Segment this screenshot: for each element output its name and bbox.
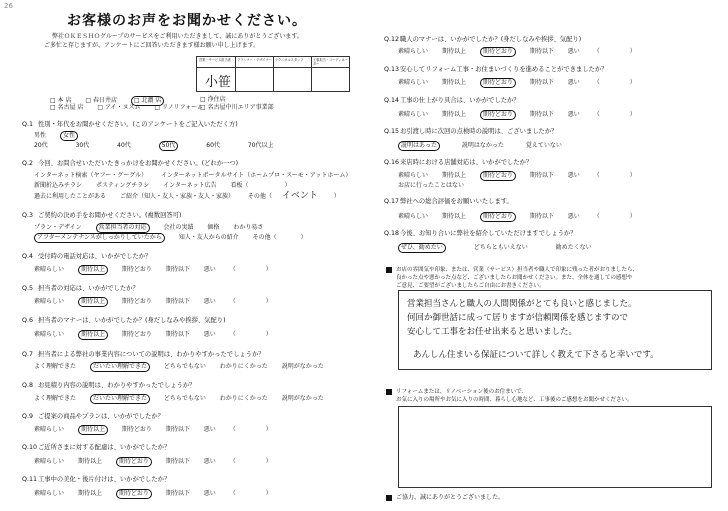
scale-option: 期待以上	[441, 48, 466, 55]
scale-option-selected: ぜひ、勧めたい	[398, 243, 446, 253]
question-q6: Q.6 担当者のマナーは、いかがでしたか？(身だしなみや挨拶、気配り)	[22, 317, 226, 324]
scale-option: 悪い	[203, 298, 216, 305]
scale-option: 期待以上	[77, 458, 102, 465]
store-kasugai: □ 春日井店	[85, 97, 117, 104]
comment1-handwritten-4: あんしん住まいる保証について詳しく教えて下さると幸いです。	[413, 350, 659, 360]
q17-scale	[398, 212, 636, 222]
scale-blank: （ ）	[593, 172, 636, 179]
footer-thanks: ご協力、誠にありがとうございました。	[396, 494, 505, 501]
q3-row-1	[34, 223, 275, 233]
store-hokuno: □ 北濃 店	[131, 96, 164, 106]
intro-line-2: ご多忙と存じますが、アンケートにご回答いただきます様お願い申し上げます。	[44, 42, 260, 49]
q3-friend-referral: 知人・友人からの紹介	[178, 234, 239, 241]
scale-option: よく理解できた	[34, 395, 77, 402]
scale-option: 期待以下	[165, 458, 190, 465]
scale-option: 期待以下	[165, 490, 190, 497]
scale-option: 期待以上	[441, 79, 466, 86]
scale-option: 期待以下	[165, 298, 190, 305]
q10-scale	[34, 457, 272, 467]
q3-clarity: わかり易さ	[233, 224, 264, 231]
q2-newspaper: 新聞折込みチラシ	[34, 182, 83, 189]
q1-age-row	[34, 141, 285, 151]
scale-blank: （ ）	[229, 490, 272, 497]
q13-scale	[398, 78, 636, 88]
scale-option: 期待以下	[529, 213, 554, 220]
question-q11: Q.11工事中の美化・後片付けは、いかがでしたか？	[22, 476, 171, 483]
store-inusumu: □ アイ・ヌスム	[97, 104, 141, 111]
q3-aftercare: アフターメンテナンスがしっかりしていたから	[34, 233, 165, 243]
scale-blank: （ ）	[229, 426, 272, 433]
q9-scale	[34, 425, 272, 435]
comment1-handwritten-3: 安心して工事をお任せ出来ると思いました。	[407, 327, 578, 337]
store-row-2	[50, 104, 215, 112]
scale-option: 期待以下	[529, 79, 554, 86]
scale-option: 期待以下	[529, 172, 554, 179]
q1-age-40: 40代	[117, 142, 131, 149]
q6-scale	[34, 330, 272, 340]
scale-option: わかりにくかった	[219, 395, 268, 402]
scale-option: 期待どおり	[121, 298, 152, 305]
question-q16: Q.16来店時における店舗対応は、いかがでしたか？	[384, 159, 533, 166]
comment1-box	[398, 290, 712, 370]
scale-option: 期待どおり	[121, 331, 152, 338]
q11-scale	[34, 489, 272, 499]
scale-option: どちらでもない	[163, 363, 206, 370]
question-q9: Q.9 ご提案の商品やプランは、いかがでしたか？	[22, 413, 164, 420]
scale-option-selected: 期待以上	[78, 330, 108, 340]
question-q15: Q.15お引渡し時に次回の点検時の説明は、ございましたか？	[384, 128, 558, 135]
q8-scale	[34, 394, 336, 404]
comment1-handwritten-2: 何回か御世話に成って居りますが信頼関係を感じますので	[407, 313, 629, 323]
scale-option: 悪い	[567, 111, 580, 118]
scale-option: 素晴らしい	[398, 172, 429, 179]
scale-option: 期待以下	[165, 266, 190, 273]
staff-header-construction: 工事担当・コーディネーター	[313, 58, 348, 66]
comment2-box	[398, 406, 712, 488]
staff-header-technical: テクニカルスタッフ	[275, 58, 304, 62]
store-honten: □ 本 店	[50, 97, 72, 104]
question-q17: Q.17弊社への総合評価をお願いいたします。	[384, 198, 513, 205]
comment1-prompt-2: 良かった点や悪かった点など、ございましたらお聞かせください。また、全体を通しての感想や	[396, 275, 633, 281]
scale-option: 期待以上	[441, 111, 466, 118]
q3-price: 価格	[207, 224, 220, 231]
scale-option: 説明はなかった	[461, 142, 504, 149]
q12-scale	[398, 47, 636, 57]
q7-scale	[34, 362, 336, 372]
q15-options	[398, 141, 574, 151]
scale-option: 素晴らしい	[34, 426, 65, 433]
question-q5: Q.5 担当者の対応は、いかがでしたか？	[22, 285, 139, 292]
scale-option-selected: だいたい理解できた	[90, 362, 150, 372]
staff-header-planner: プランナー・デザイナー	[237, 58, 272, 62]
q2-posting: ポスティングチラシ	[95, 182, 150, 189]
comment1-handwritten-1: 営業担当さんと職人の人間関係がとても良いと感じました。	[407, 299, 637, 309]
comment2-bullet-icon	[386, 389, 392, 395]
scale-option: 素晴らしい	[398, 111, 429, 118]
scale-option: 期待以下	[529, 111, 554, 118]
q2-other: その他（	[247, 193, 272, 200]
question-q8: Q.8 お見積り内容の説明は、わかりやすかったでしょうか？	[22, 382, 196, 389]
scale-option: 悪い	[203, 266, 216, 273]
scale-option: 期待以下	[165, 426, 190, 433]
scale-option: 悪い	[567, 213, 580, 220]
scale-blank: （ ）	[593, 79, 636, 86]
q1-age-60: 60代	[206, 142, 220, 149]
q2-row-2	[34, 182, 303, 190]
scale-option: 素晴らしい	[34, 490, 65, 497]
q14-scale	[398, 110, 636, 120]
q1-age-20: 20代	[34, 142, 48, 149]
q1-age-50: 50代	[159, 141, 179, 151]
scale-option: 悪い	[567, 172, 580, 179]
q2-other-close: ）	[333, 193, 340, 200]
scale-option: 悪い	[567, 48, 580, 55]
scale-option: よく理解できた	[34, 363, 77, 370]
comment1-prompt-3: ご意見、ご要望がございましたらご自由にお書きください。	[396, 283, 545, 289]
page-number-mark: 26	[4, 2, 13, 10]
q2-referral: ご紹介（知人・友人・家族・友人・家族）	[119, 193, 234, 200]
q1-age-70: 70代以上	[247, 142, 274, 149]
q2-internet-search: インターネット検索（ヤフー・グーグル）	[34, 172, 148, 179]
scale-option: 期待以上	[77, 490, 102, 497]
scale-option: 素晴らしい	[34, 298, 65, 305]
question-q1: Q.1 性別・年代をお聞かせください。(このアンケートをご記入いただく方)	[22, 121, 238, 128]
scale-option-selected: 期待以上	[78, 425, 108, 435]
scale-option: 期待以下	[529, 48, 554, 55]
scale-option: 期待以上	[441, 213, 466, 220]
scale-option-selected: 期待どおり	[116, 457, 152, 467]
q1-gender-row	[34, 131, 90, 141]
scale-blank: （ ）	[593, 213, 636, 220]
scale-option: 素晴らしい	[34, 266, 65, 273]
scale-option: どちらでもない	[163, 395, 206, 402]
scale-option: 悪い	[203, 331, 216, 338]
scale-option: 素晴らしい	[398, 48, 429, 55]
scale-option: 覚えていない	[525, 142, 562, 149]
scale-option: 素晴らしい	[34, 458, 65, 465]
scale-option: 説明がなかった	[281, 363, 324, 370]
q4-scale	[34, 265, 272, 275]
scale-option: 悪い	[203, 458, 216, 465]
comment2-prompt-1: リフォームまたは、リノベーション後のお住まいで、	[396, 389, 527, 395]
scale-option: 素晴らしい	[398, 79, 429, 86]
comment1-bullet-icon	[386, 267, 392, 273]
question-q2: Q.2 今回、お問合せいただいたきっかけをお聞かせください。(どれか一つ)	[22, 160, 239, 167]
staff-handwritten-name: 小笹	[205, 75, 232, 90]
scale-option: 勧めたくない	[555, 244, 592, 251]
scale-option-selected: 期待以上	[78, 265, 108, 275]
q2-row-3	[34, 192, 340, 201]
q16-no-visit: お店に行ったことはない	[398, 182, 465, 189]
q1-male: 男性	[34, 132, 47, 139]
q3-sales-staff: 営業担当者の対応	[96, 223, 150, 233]
q18-options	[398, 243, 604, 253]
scale-option: わかりにくかった	[219, 363, 268, 370]
scale-option-selected: 期待どおり	[480, 171, 516, 181]
scale-blank: （ ）	[229, 298, 272, 305]
scale-option-selected: 説明はあった	[398, 141, 440, 151]
scale-option-selected: 期待どおり	[480, 47, 516, 57]
question-q13: Q.13安心してリフォーム工事・お住まいづくりを進めることができましたか？	[384, 66, 608, 73]
question-q12: Q.12職人のマナーは、いかがでしたか？(身だしなみや挨拶、気配り)	[384, 36, 582, 43]
q1-female: 女性	[60, 131, 78, 141]
question-q4: Q.4 受付時の電話対応は、いかがでしたか？	[22, 253, 152, 260]
q1-age-30: 30代	[75, 142, 90, 149]
q5-scale	[34, 297, 272, 307]
staff-table	[196, 56, 350, 92]
q16-scale	[398, 171, 636, 181]
scale-option-selected: 期待どおり	[480, 110, 516, 120]
store-jojuten: □ 浄住店	[200, 96, 226, 103]
q3-company-record: 会社の実績	[163, 224, 194, 231]
footer-bullet-icon	[386, 495, 392, 501]
scale-option: どちらともいえない	[473, 244, 528, 251]
scale-option: 期待以下	[165, 331, 190, 338]
question-q10: Q.10ご近所さまに対する配慮は、いかがでしたか？	[22, 444, 171, 451]
page-title: お客様のお声をお聞かせください。	[67, 13, 307, 29]
scale-option-selected: だいたい理解できた	[90, 394, 150, 404]
intro-line-1: 弊社ＯＫＥＳＨＯグループのサービスをご利用いただきまして、誠にありがとうございます。	[52, 33, 303, 40]
scale-blank: （ ）	[229, 266, 272, 273]
q3-plan-design: プラン・デザイン	[34, 224, 82, 231]
scale-option-selected: 期待以上	[78, 297, 108, 307]
q2-portal-site: インターネットポータルサイト（ホームプロ・スーモ・アットホーム）	[161, 172, 352, 179]
question-q7: Q.7 担当者による弊社の事業内容についての説明は、わかりやすかったでしょうか？	[22, 351, 265, 358]
scale-option: 期待どおり	[121, 426, 152, 433]
q2-past-use: 過去に利用したことがある	[34, 193, 107, 200]
scale-blank: （ ）	[593, 111, 636, 118]
comment2-prompt-2: お気に入りの場所やお気に入りの時間、暮らし心地など、工事後のご感想をお聞かせください。	[396, 397, 633, 403]
scale-blank: （ ）	[229, 331, 272, 338]
scale-option: 悪い	[203, 426, 216, 433]
question-q18: Q.18今後、お知り合いに弊社を紹介していただけますでしょうか？	[384, 230, 577, 237]
q2-signboard: 看板（ ）	[230, 182, 291, 189]
q2-row-1	[34, 172, 363, 180]
scale-blank: （ ）	[229, 458, 272, 465]
store-nagoya-nakagawa: □ 名古屋中川エリア事業部	[200, 104, 274, 111]
q3-row-2	[34, 233, 319, 243]
scale-option-selected: 期待どおり	[116, 489, 152, 499]
scale-blank: （ ）	[593, 48, 636, 55]
scale-option: 期待どおり	[121, 266, 152, 273]
scale-option-selected: 期待どおり	[480, 212, 516, 222]
store-rino: □ リノリフォーム	[154, 104, 204, 111]
q2-other-handwritten: イベント	[281, 191, 318, 201]
scale-option-selected: 期待どおり	[480, 78, 516, 88]
scale-option: 悪い	[203, 490, 216, 497]
scale-option: 悪い	[567, 79, 580, 86]
scale-option: 素晴らしい	[398, 213, 429, 220]
q3-other: その他（ ）	[252, 234, 307, 241]
q2-internet-ad: インターネット広告	[163, 182, 217, 189]
scale-option: 説明がなかった	[281, 395, 324, 402]
question-q14: Q.14工事の仕上がり具合は、いかがでしたか？	[384, 97, 520, 104]
store-nagoya: □ 名古屋 店	[50, 104, 84, 111]
scale-option: 期待以上	[441, 172, 466, 179]
scale-option: 素晴らしい	[34, 331, 65, 338]
staff-header-sales: 営業・サービス担当者	[199, 58, 231, 62]
comment1-prompt-1: お店の雰囲気や印象、または、営業（サービス）担当者や職人で印象に残った者がおりましたら、	[396, 267, 639, 273]
question-q3: Q.3 ご契約の決め手をお聞かせください。(複数回答可)	[22, 212, 182, 219]
